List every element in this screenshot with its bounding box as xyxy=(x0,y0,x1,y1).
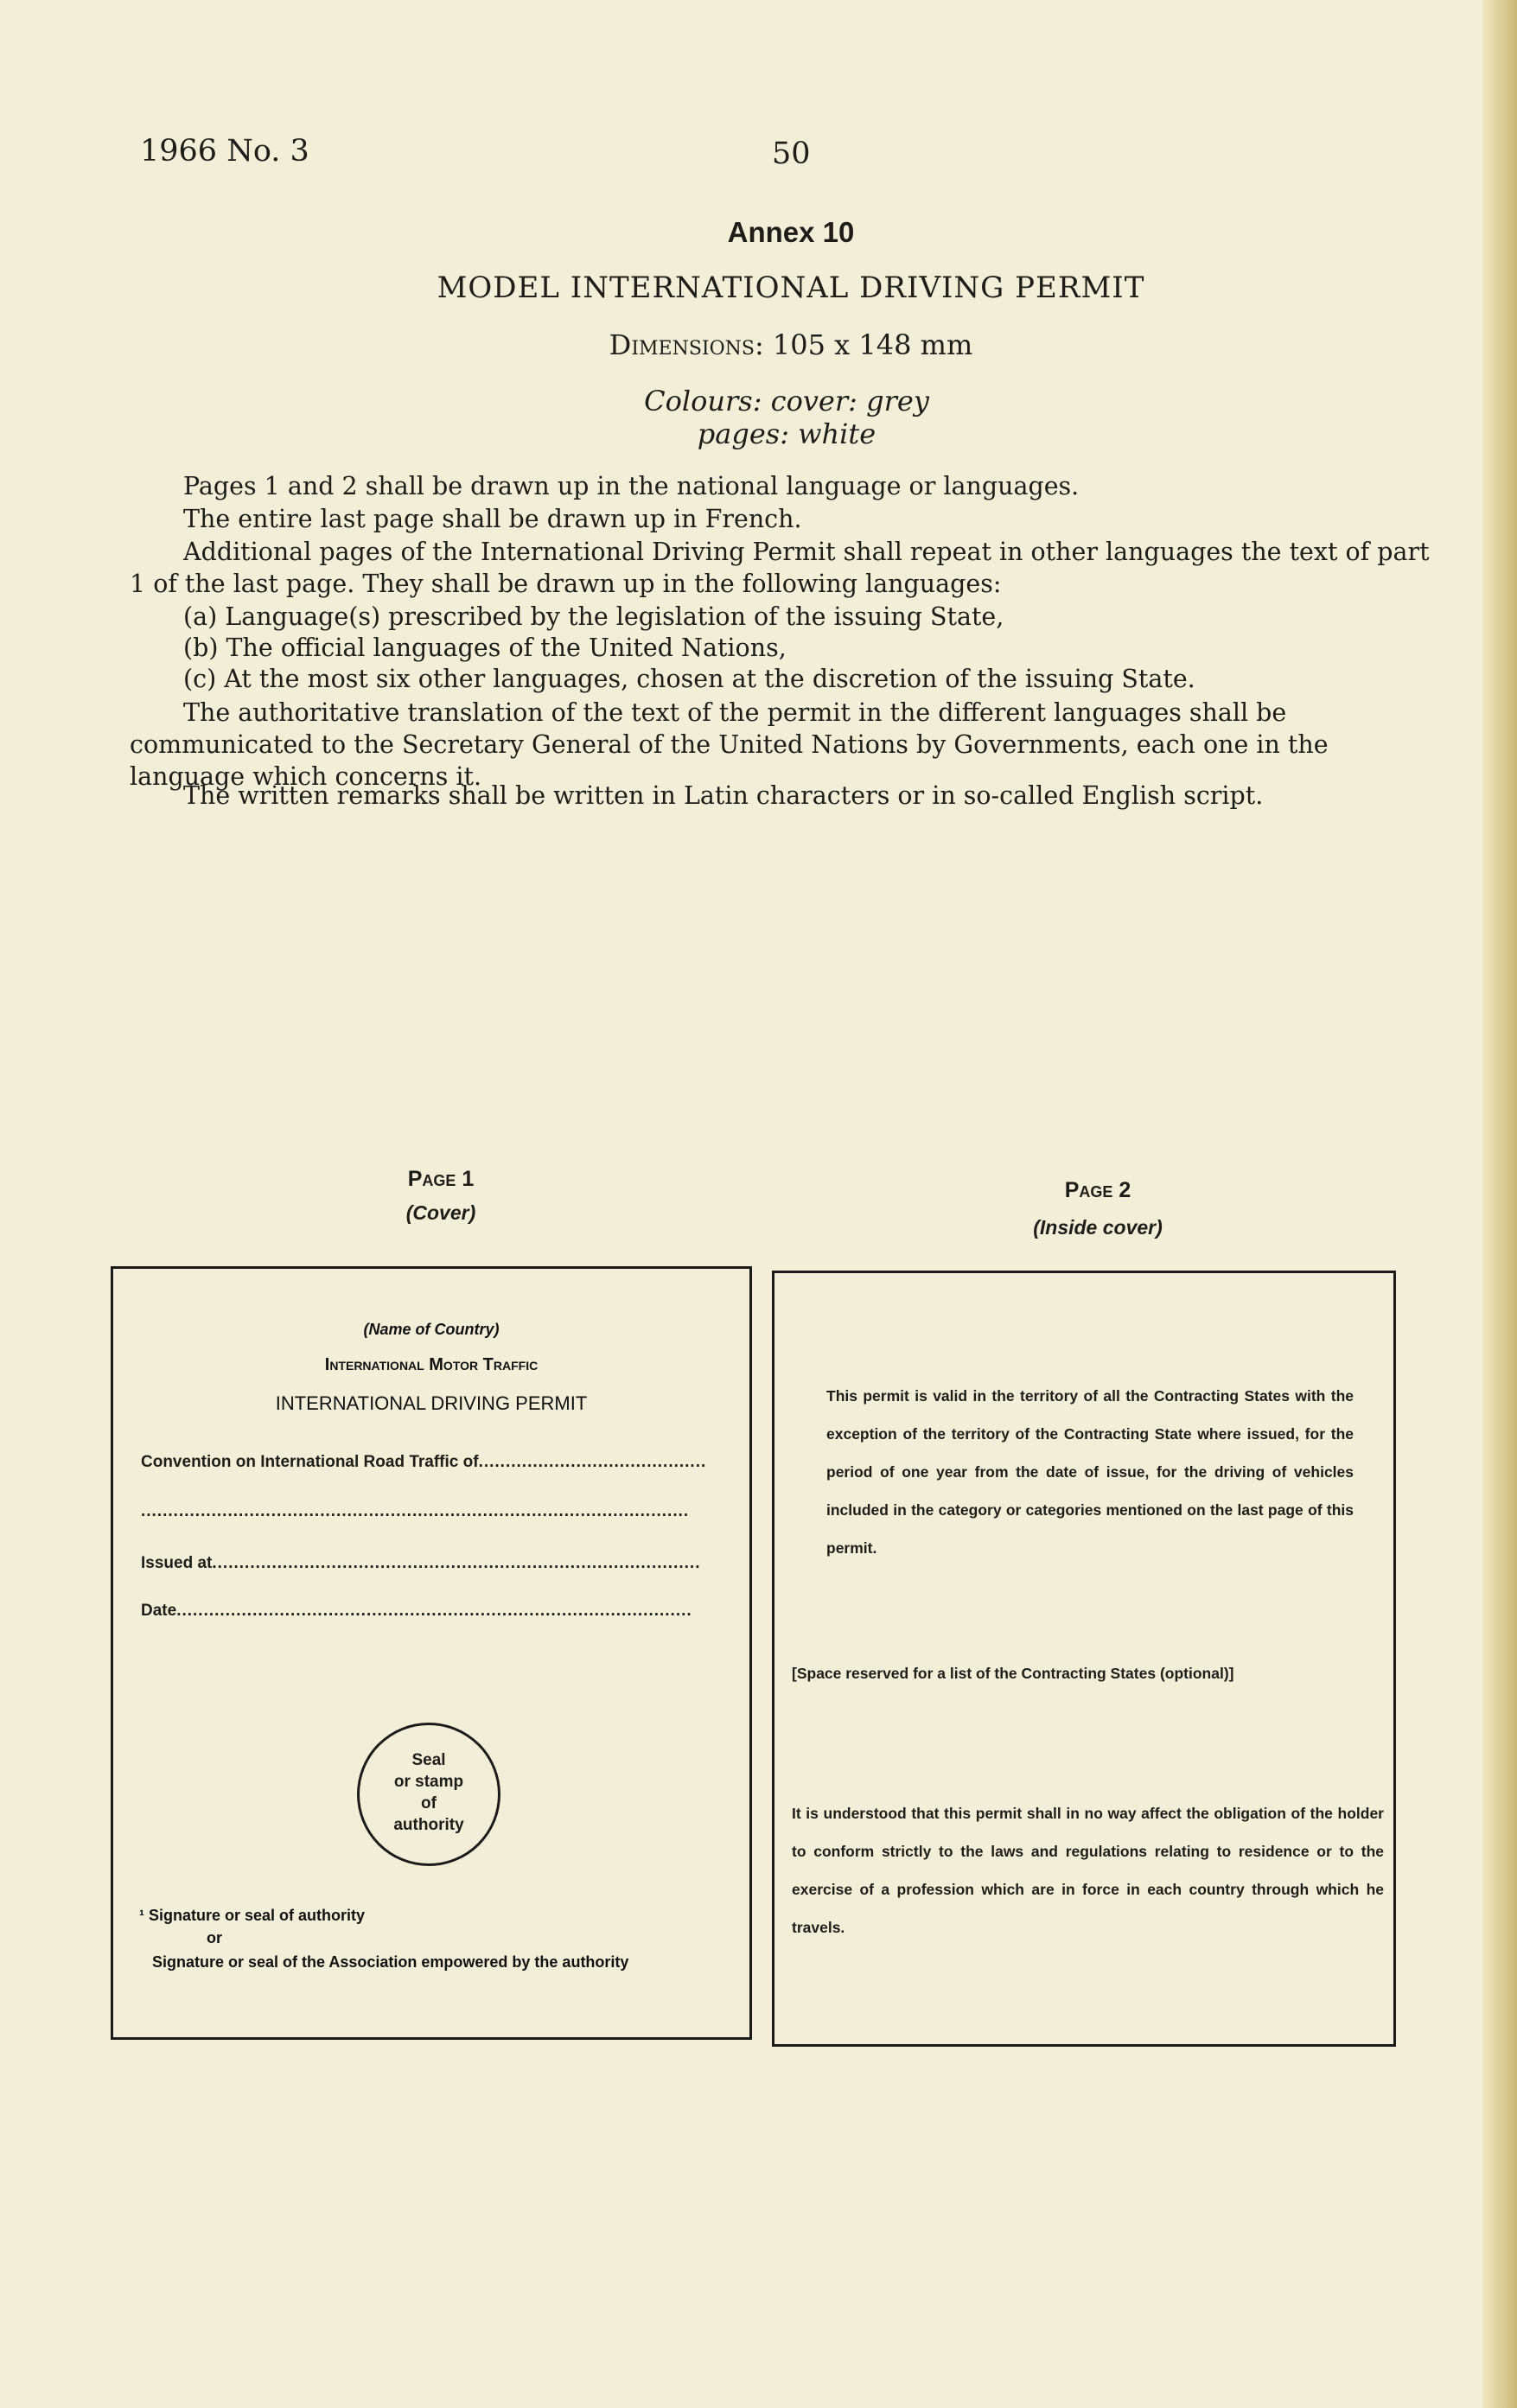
page2-inside-cover-card xyxy=(772,1271,1396,2047)
validity-text: This permit is valid in the territory of all the Contracting States with the exception of the territory of the Contracting State where issued, for the period of one year from the date of issue, for the driving of vehicles included in the category or categories mentioned on the last page of this permit. xyxy=(826,1387,1354,1557)
dimensions-label: Dimensions: xyxy=(609,328,764,361)
signature-line-1: ¹ Signature or seal of authority xyxy=(139,1907,366,1924)
page2-label: Page 2 xyxy=(1064,1178,1131,1202)
date-line: Date............................................................................................... xyxy=(141,1602,692,1620)
blank-dotted-line: ..................................................................................................... xyxy=(141,1502,690,1520)
list-item-b: (b) The official languages of the United Nations, xyxy=(183,634,787,662)
document-reference: 1966 No. 3 xyxy=(140,134,309,169)
convention-line: Convention on International Road Traffic of.......................................... xyxy=(141,1453,707,1471)
seal-placeholder xyxy=(357,1723,500,1866)
colours-pages: pages: white xyxy=(697,417,876,450)
seal-text-3: of xyxy=(421,1794,437,1812)
permit-heading: MODEL INTERNATIONAL DRIVING PERMIT xyxy=(437,271,1145,305)
issued-at-label: Issued at xyxy=(141,1554,213,1572)
page-number: 50 xyxy=(772,137,811,171)
signature-line-2: Signature or seal of the Association empowered by the authority xyxy=(152,1953,629,1971)
paragraph-pages-1-2: Pages 1 and 2 shall be drawn up in the national language or languages. xyxy=(183,472,1080,500)
driving-permit-title: INTERNATIONAL DRIVING PERMIT xyxy=(275,1392,588,1414)
page1-cover-card xyxy=(111,1266,752,2040)
page1-label: Page 1 xyxy=(407,1167,475,1191)
understood-text: It is understood that this permit shall in no way affect the obligation of the holder to conform strictly to the laws and regulations relating to residence or to the exercise of a profession which are in force in each country through which he travels. xyxy=(792,1805,1384,1936)
country-name-placeholder: (Name of Country) xyxy=(363,1321,500,1338)
paragraph-written-remarks: The written remarks shall be written in Latin characters or in so-called English script. xyxy=(183,781,1264,810)
list-item-a: (a) Language(s) prescribed by the legislation of the issuing State, xyxy=(183,602,1004,631)
convention-label: Convention on International Road Traffic of xyxy=(141,1453,479,1471)
paragraph-translation: The authoritative translation of the text of the permit in the different languages shall be communicated to the Secretary General of the United Nations by Governments, each one in the language which concerns it. xyxy=(130,698,1329,791)
paragraph-additional-pages: Additional pages of the International Driving Permit shall repeat in other languages the text of part 1 of the last page. They shall be drawn up in the following languages: xyxy=(130,538,1430,598)
dimensions-value: 105 x 148 mm xyxy=(772,328,973,361)
dimensions-line xyxy=(0,328,1517,361)
annex-title: Annex 10 xyxy=(727,216,855,248)
issued-at-line: Issued at.......................................................................................... xyxy=(141,1554,701,1572)
seal-text-1: Seal xyxy=(411,1751,446,1769)
list-item-c: (c) At the most six other languages, chosen at the discretion of the issuing State. xyxy=(183,665,1195,693)
page2-sublabel: (Inside cover) xyxy=(1033,1216,1163,1239)
seal-text-4: authority xyxy=(393,1816,464,1834)
colours-cover: Colours: cover: grey xyxy=(644,385,929,417)
seal-text-2: or stamp xyxy=(393,1773,464,1791)
space-reserved-text: [Space reserved for a list of the Contracting States (optional)] xyxy=(792,1665,1234,1682)
signature-or: or xyxy=(207,1929,222,1946)
motor-traffic-heading: International Motor Traffic xyxy=(324,1355,539,1374)
page1-sublabel: (Cover) xyxy=(405,1201,476,1224)
date-label: Date xyxy=(141,1602,177,1620)
paragraph-last-page: The entire last page shall be drawn up in French. xyxy=(183,505,802,533)
